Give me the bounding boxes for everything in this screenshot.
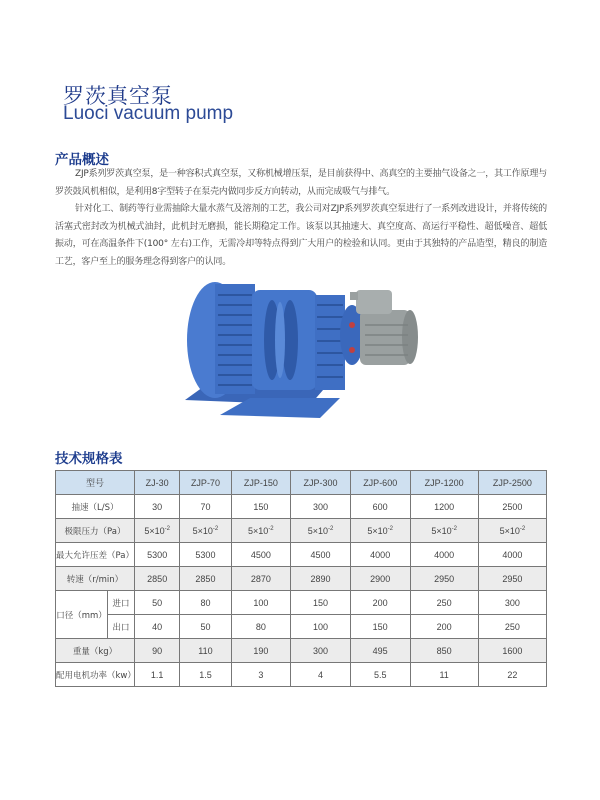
cell: 4000 bbox=[410, 543, 478, 567]
cell: 2890 bbox=[291, 567, 351, 591]
cell: 150 bbox=[350, 615, 410, 639]
cell: 2850 bbox=[180, 567, 231, 591]
header-model: ZJP-70 bbox=[180, 471, 231, 495]
cell: 4500 bbox=[231, 543, 291, 567]
cell: $5\times 10^{-2}$ bbox=[291, 519, 351, 543]
cell: 5300 bbox=[180, 543, 231, 567]
cell: $5\times 10^{-2}$ bbox=[350, 519, 410, 543]
product-image bbox=[180, 270, 420, 420]
header-model: ZJP-1200 bbox=[410, 471, 478, 495]
cell: $5\times 10^{-2}$ bbox=[135, 519, 180, 543]
cell: 200 bbox=[350, 591, 410, 615]
cell: 2950 bbox=[478, 567, 546, 591]
cell: 90 bbox=[135, 639, 180, 663]
cell: 4000 bbox=[478, 543, 546, 567]
title-en: Luoci vacuum pump bbox=[63, 103, 234, 124]
cell: 30 bbox=[135, 495, 180, 519]
cell: 300 bbox=[291, 495, 351, 519]
header-model: ZJP-600 bbox=[350, 471, 410, 495]
cell: 1200 bbox=[410, 495, 478, 519]
cell: 150 bbox=[291, 591, 351, 615]
cell: $5\times 10^{-2}$ bbox=[478, 519, 546, 543]
table-header-row bbox=[56, 471, 547, 495]
cell: 22 bbox=[478, 663, 546, 687]
row-label: 最大允许压差（Pa） bbox=[56, 543, 135, 567]
table-row-weight bbox=[56, 639, 547, 663]
cell: 300 bbox=[478, 591, 546, 615]
cell: 495 bbox=[350, 639, 410, 663]
cell: 4500 bbox=[291, 543, 351, 567]
cell: 100 bbox=[231, 591, 291, 615]
cell: 1600 bbox=[478, 639, 546, 663]
cell: 2870 bbox=[231, 567, 291, 591]
cell: 300 bbox=[291, 639, 351, 663]
cell: 250 bbox=[478, 615, 546, 639]
overview-paragraph-1: ZJP系列罗茨真空泵，是一种容积式真空泵，又称机械增压泵，是目前获得中、高真空的主要抽气设备之一，其工作原理与罗茨鼓风机相似，是利用8字型转子在泵壳内做同步反方向转动，从而完成吸气与排气。 bbox=[55, 169, 547, 197]
row-label: 抽速（L/S） bbox=[56, 495, 135, 519]
overview-title: 产品概述 bbox=[55, 152, 109, 168]
table-row-speed bbox=[56, 495, 547, 519]
cell: $5\times 10^{-2}$ bbox=[180, 519, 231, 543]
table-row-inlet bbox=[56, 591, 547, 615]
cell: 850 bbox=[410, 639, 478, 663]
cell: $5\times 10^{-2}$ bbox=[410, 519, 478, 543]
spec-title: 技术规格表 bbox=[55, 451, 123, 467]
cell: 3 bbox=[231, 663, 291, 687]
cell: 250 bbox=[410, 591, 478, 615]
table-row-rpm bbox=[56, 567, 547, 591]
cell: 80 bbox=[180, 591, 231, 615]
header-model: ZJP-2500 bbox=[478, 471, 546, 495]
pump-illustration-icon bbox=[180, 270, 420, 420]
cell: 2950 bbox=[410, 567, 478, 591]
cell: 70 bbox=[180, 495, 231, 519]
cell: 200 bbox=[410, 615, 478, 639]
cell: 50 bbox=[135, 591, 180, 615]
title-zh: 罗茨真空泵 bbox=[63, 84, 173, 108]
header-model-label: 型号 bbox=[56, 471, 135, 495]
cell: 150 bbox=[231, 495, 291, 519]
cell: 2900 bbox=[350, 567, 410, 591]
cell: 4 bbox=[291, 663, 351, 687]
cell: 100 bbox=[291, 615, 351, 639]
row-sublabel: 进口 bbox=[108, 591, 135, 615]
row-sublabel: 出口 bbox=[108, 615, 135, 639]
cell: 80 bbox=[231, 615, 291, 639]
cell: 50 bbox=[180, 615, 231, 639]
overview-paragraph-2: 针对化工、制药等行业需抽除大量水蒸气及溶剂的工艺，我公司对ZJP系列罗茨真空泵进行了一系列改进设计，并将传统的活塞式密封改为机械式油封，此机封无磨损，能长期稳定工作。该泵以其抽速大、真空度高、高运行平稳性、超低噪音、超低振动，可在高温条件下(100° 左右)工作，无需冷却等特点得到广大用户的检验和认同。更由于其独特的产品造型，精良的制造工艺，客户至上的服务理念得到客户的认同。 bbox=[55, 204, 547, 267]
header-model: ZJP-300 bbox=[291, 471, 351, 495]
row-label: 转速（r/min） bbox=[56, 567, 135, 591]
table-row-ultimate-pressure bbox=[56, 519, 547, 543]
row-label-diameter: 口径（mm） bbox=[56, 591, 108, 639]
cell: 4000 bbox=[350, 543, 410, 567]
cell: 600 bbox=[350, 495, 410, 519]
cell: 2500 bbox=[478, 495, 546, 519]
row-label: 配用电机功率（kw） bbox=[56, 663, 135, 687]
table-row-outlet bbox=[56, 615, 547, 639]
cell: 5300 bbox=[135, 543, 180, 567]
row-label: 重量（kg） bbox=[56, 639, 135, 663]
table-row-power bbox=[56, 663, 547, 687]
cell: 190 bbox=[231, 639, 291, 663]
header-model: ZJ-30 bbox=[135, 471, 180, 495]
cell: 110 bbox=[180, 639, 231, 663]
cell: 1.5 bbox=[180, 663, 231, 687]
cell: 2850 bbox=[135, 567, 180, 591]
table-row-max-pressure-diff bbox=[56, 543, 547, 567]
cell: 1.1 bbox=[135, 663, 180, 687]
cell: 40 bbox=[135, 615, 180, 639]
cell: 11 bbox=[410, 663, 478, 687]
cell: 5.5 bbox=[350, 663, 410, 687]
cell: $5\times 10^{-2}$ bbox=[231, 519, 291, 543]
row-label: 极限压力（Pa） bbox=[56, 519, 135, 543]
spec-table bbox=[55, 470, 547, 687]
header-model: ZJP-150 bbox=[231, 471, 291, 495]
